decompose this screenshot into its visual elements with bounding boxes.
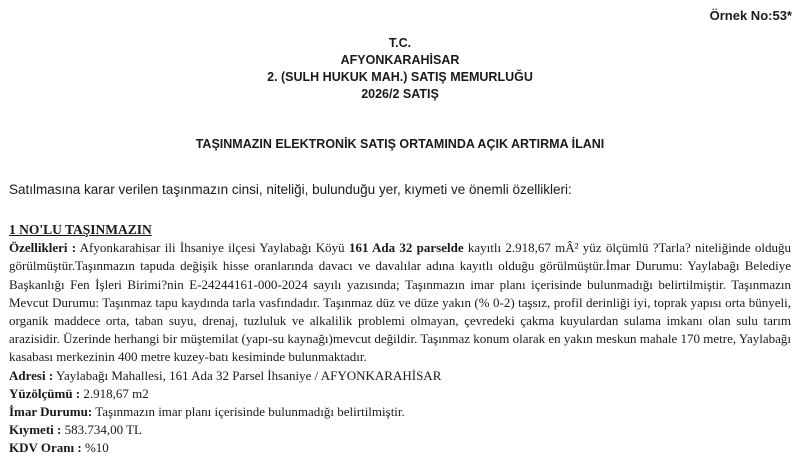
document-header (0, 35, 800, 103)
address-label: Adresi : (9, 367, 54, 383)
sample-number: Örnek No:53* (709, 8, 792, 23)
intro-text: Satılmasına karar verilen taşınmazın cinsi, niteliği, bulunduğu yer, kıymeti ve önemli özellikleri: (9, 182, 572, 197)
vat-label: KDV Oranı : (9, 440, 82, 456)
header-line-city: AFYONKARAHİSAR (340, 53, 460, 67)
zoning-value: Taşınmazın imar planı içerisinde bulunmadığı belirtilmiştir. (92, 404, 405, 420)
vat-value: %10 (81, 440, 109, 456)
area-label: Yüzölçümü : (9, 385, 81, 401)
features-text-1: Afyonkarahisar ili İhsaniye ilçesi Yaylabağı Köyü (76, 240, 349, 256)
header-line-office: 2. (SULH HUKUK MAH.) SATIŞ MEMURLUĞU (267, 70, 533, 84)
zoning-label: İmar Durumu: (9, 404, 93, 420)
property-zoning (9, 403, 791, 421)
property-vat (9, 439, 791, 457)
announcement-title: TAŞINMAZIN ELEKTRONİK SATIŞ ORTAMINDA AÇIK ARTIRMA İLANI (195, 137, 605, 151)
property-section (9, 221, 791, 458)
property-area (9, 385, 791, 403)
property-value (9, 421, 791, 439)
value-amount: 583.734,00 TL (61, 422, 142, 438)
property-heading: 1 NO'LU TAŞINMAZIN (9, 222, 152, 237)
header-line-tc: T.C. (388, 36, 412, 50)
area-value: 2.918,67 m2 (80, 385, 149, 401)
header-line-sale-no: 2026/2 SATIŞ (361, 87, 439, 101)
features-parcel: 161 Ada 32 parselde (348, 240, 464, 256)
property-address (9, 367, 791, 385)
features-text-2: kayıtlı 2.918,67 mÂ² yüz ölçümlü ?Tarla? niteliğinde olduğu görülmüştür.Taşınmazın tapuda değişik hisse oranlarında davacı ve davalılar adına kayıtlı olduğu görülmüştür.İmar Durumu: Yaylabağı Belediye Başkanlığı Fen İşleri Birimi?nin E-24244161-000-2024 sayılı yazısında; Taşınmazın imar planı içerisinde bulunmadığı belirtilmiştir. Taşınmazın Mevcut Durumu: Taşınmaz tapu kaydında tarla vasfındadır. Taşınmaz düz ve düze yakın (% 0-2) taşsız, profil derinliği iyi, toprak yapısı orta bünyeli, organik maddece orta, taban suyu, drenaj, tuzluluk ve alkalilik problemi olmayan, çevredeki çakma kuyulardan sulama imkanı olan sulu tarım arazisidir. Üzerinde herhangi bir müştemilat (yapı-su kaynağı)mevcut değildir. Taşınmaz konum olarak en yakın meskun mahale 170 metre, Yaylabağı kasabası merkezinin 400 metre kuzey-batı kesiminde bulunmaktadır. (9, 240, 792, 365)
address-value: Yaylabağı Mahallesi, 161 Ada 32 Parsel İhsaniye / AFYONKARAHİSAR (53, 367, 442, 383)
property-features (9, 239, 791, 366)
value-label: Kıymeti : (9, 422, 62, 438)
features-label: Özellikleri : (9, 240, 77, 256)
